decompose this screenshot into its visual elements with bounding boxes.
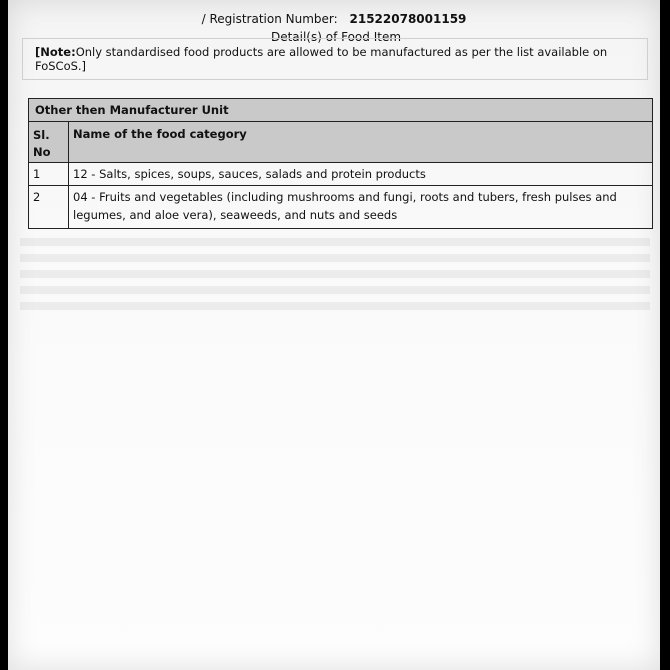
row-category: 12 - Salts, spices, soups, sauces, salads and protein products [73,167,426,181]
table-row [29,163,652,186]
row-sl: 2 [29,186,69,228]
table-header-row [29,122,652,163]
table-title: Other then Manufacturer Unit [29,99,652,122]
note-label: [Note: [35,45,76,59]
note-text: Only standardised food products are allowed to be manufactured as per the list available on FoSCoS.] [35,45,608,73]
registration-number: 21522078001159 [349,12,467,26]
registration-label: / Registration Number: [201,12,338,26]
row-category: 04 - Fruits and vegetables (including mushrooms and fungi, roots and tubers, fresh pulses and legumes, and aloe vera), seaweeds, and nuts and seeds [73,190,617,222]
row-sl: 1 [29,163,69,185]
registration-line [8,12,660,26]
show-through-text [20,238,650,318]
header-sl-line2: No [33,145,51,159]
table-row [29,186,652,228]
note-box [22,38,648,80]
header-sl-no [29,122,69,162]
document-page [8,0,660,670]
details-title: Detail(s) of Food Item [270,30,402,44]
food-category-table [28,98,653,229]
header-sl-line1: Sl. [33,128,50,142]
header-category-name: Name of the food category [73,127,247,141]
